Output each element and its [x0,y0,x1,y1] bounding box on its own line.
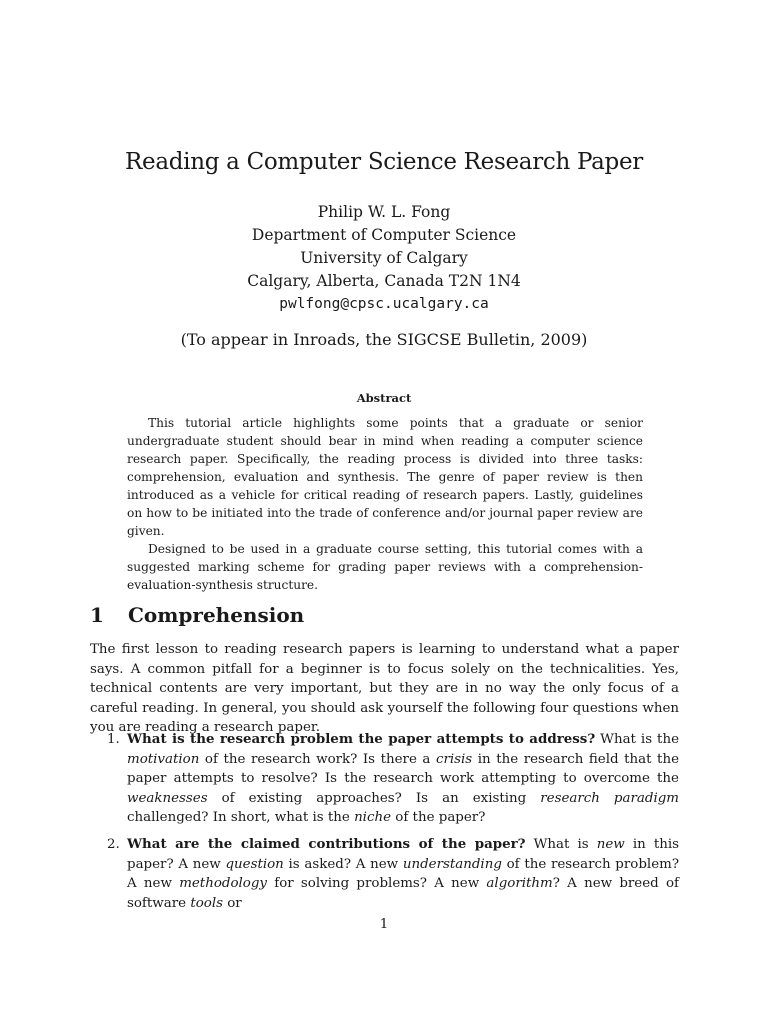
list-item [90,730,679,828]
item-emphasis: crisis [435,751,473,767]
author-department: Department of Computer Science [251,226,517,244]
publication-note: (To appear in Inroads, the SIGCSE Bulletin, 2009) [180,330,588,349]
paper-title: Reading a Computer Science Research Paper [124,149,643,175]
section-number: 1 [90,603,104,627]
item-emphasis: motivation [127,751,200,767]
section-intro: The first lesson to reading research papers is learning to understand what a paper says. A common pitfall for a beginner is to focus solely on the technicalities. Yes, technical contents are very important, but they are in no way the only focus of a careful reading. In general, you should ask yourself the following four questions when you are reading a research paper. [90,642,679,735]
abstract-paragraph: This tutorial article highlights some points that a graduate or senior undergraduate student should bear in mind when reading a computer science research paper. Specifically, the reading process is divided into three tasks: comprehension, evaluation and synthesis. The genre of paper review is then introduced as a vehicle for critical reading of research papers. Lastly, guidelines on how to be initiated into the trade of conference and/or journal paper review are given. [127,416,643,538]
item-text: of the paper? [391,810,486,825]
item-text: of the research problem? A new [127,856,679,891]
item-emphasis: understanding [402,856,502,872]
item-emphasis: research paradigm [540,790,679,806]
item-text: of existing approaches? Is an existing [207,790,541,806]
item-emphasis: niche [354,810,392,825]
item-emphasis: algorithm [486,876,553,891]
section-heading [90,601,304,629]
item-text: for solving problems? A new [267,876,487,891]
list-item [90,835,679,913]
item-label: 2. [107,837,120,852]
abstract-body [127,414,643,594]
item-text: in the research field that the paper attempts to resolve? Is the research work attempting to overcome the [127,751,679,786]
author-address: Calgary, Alberta, Canada T2N 1N4 [247,272,521,290]
author-name: Philip W. L. Fong [317,203,451,221]
item-text: ? A new breed of software [127,876,679,911]
item-text: challenged? In short, what is the [127,810,355,825]
item-text: of the research work? Is there a [199,751,436,767]
item-text: What is the [595,732,679,747]
item-text: in this paper? A new [127,837,679,872]
page-number: 1 [379,917,389,932]
item-emphasis: new [596,837,625,852]
section-title: Comprehension [128,603,305,627]
item-label: 1. [107,732,120,747]
item-text: is asked? A new [283,856,403,872]
item-question: What are the claimed contributions of the paper? [127,836,526,852]
item-emphasis: methodology [179,876,267,891]
author-email: pwlfong@cpsc.ucalgary.ca [279,296,489,312]
author-block [0,201,768,316]
item-question: What is the research problem the paper attempts to address? [127,731,596,747]
abstract-heading: Abstract [356,391,412,405]
author-university: University of Calgary [300,249,468,267]
item-emphasis: question [225,856,284,872]
question-list [90,730,679,828]
abstract-paragraph: Designed to be used in a graduate course setting, this tutorial comes with a suggested marking scheme for grading paper reviews with a comprehension-evaluation-synthesis structure. [127,542,643,592]
item-text: or [222,895,242,911]
item-emphasis: tools [190,895,223,911]
item-text: What is [525,837,597,852]
question-list [90,835,679,913]
item-emphasis: weaknesses [127,790,208,806]
